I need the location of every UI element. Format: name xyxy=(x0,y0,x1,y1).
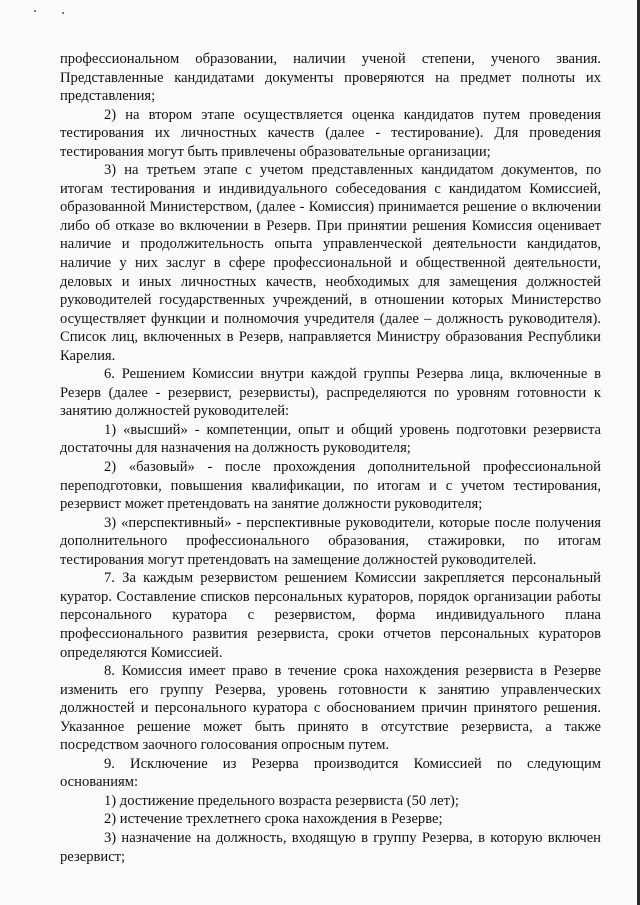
scan-dot xyxy=(62,12,64,14)
paragraph-step2: 2) на втором этапе осуществляется оценка кандидатов путем проведения тестирования их личностных качеств (далее - тестирование). Для проведения тестирования могут быть привлечены образовательные организации; xyxy=(60,106,601,160)
paragraph-level-basic: 2) «базовый» - после прохождения дополнительной профессиональной переподготовки, повышения квалификации, по итогам и с учетом тестирования, резервист может претендовать на занятие должности руководителя; xyxy=(60,459,601,513)
paragraph-ground-age: 1) достижение предельного возраста резервиста (50 лет); xyxy=(104,792,459,809)
paragraph-clause-8: 8. Комиссия имеет право в течение срока нахождения резервиста в Резерве изменить его группу Резерва, уровень готовности к занятию управленческих должностей и персонального куратора с обоснованием причин принятого решения. Указанное решение может быть принято в отсутствие резервиста, а также посредством заочного голосования опросным путем. xyxy=(60,663,601,754)
paragraph-clause-7: 7. За каждым резервистом решением Комиссии закрепляется персональный куратор. Составление списков персональных кураторов, порядок организации работы персонального куратора с резервистом, форма индивидуального плана профессионального развития резервиста, сроки отчетов персональных кураторов определяются Комиссией. xyxy=(60,570,601,661)
paragraph-clause-6: 6. Решением Комиссии внутри каждой группы Резерва лица, включенные в Резерв (далее - резервист, резервисты), распределяются по уровням готовности к занятию должностей руководителей: xyxy=(60,366,601,420)
paragraph-step3: 3) на третьем этапе с учетом представленных кандидатом документов, по итогам тестирования и индивидуального собеседования с кандидатом Комиссией, образованной Министерством, (далее - Комиссия) принимается решение о включении либо об отказе во включении в Резерв. При принятии решения Комиссия оценивает наличие и продолжительность опыта управленческой деятельности кандидатов, наличие у них заслуг в сфере профессиональной и общественной деятельности, деловых и иных личностных качеств, необходимых для замещения должностей руководителей государственных учреждений, в отношении которых Министерство осуществляет функции и полномочия учредителя (далее – должность руководителя). Список лиц, включенных в Резерв, направляется Министру образования Республики Карелия. xyxy=(60,162,601,364)
paragraph-ground-term: 2) истечение трехлетнего срока нахождения в Резерве; xyxy=(104,811,443,828)
paragraph-continuation-step1: профессиональном образовании, наличии ученой степени, ученого звания. Представленные кандидатами документы проверяются на предмет полноты их представления; xyxy=(60,51,601,105)
paragraph-level-perspective: 3) «перспективный» - перспективные руководители, которые после получения дополнительного профессионального образования, стажировки, по итогам тестирования могут претендовать на замещение должностей руководителей. xyxy=(60,514,601,568)
paragraph-level-highest: 1) «высший» - компетенции, опыт и общий уровень подготовки резервиста достаточны для назначения на должность руководителя; xyxy=(60,421,601,457)
paragraph-clause-9: 9. Исключение из Резерва производится Комиссией по следующим основаниям: xyxy=(60,755,601,791)
document-body xyxy=(60,50,601,866)
paragraph-ground-appointment: 3) назначение на должность, входящую в группу Резерва, в которую включен резервист; xyxy=(60,829,601,865)
scan-speck xyxy=(34,10,36,12)
